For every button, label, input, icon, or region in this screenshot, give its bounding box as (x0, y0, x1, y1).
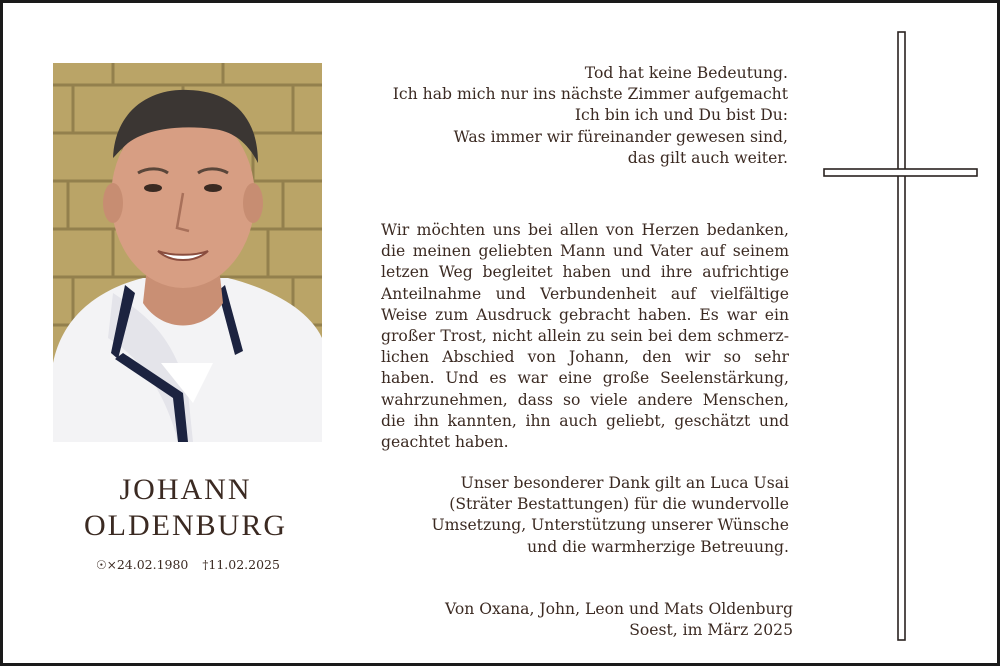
special-thanks-line: Unser besonderer Dank gilt an Luca Usai (460, 474, 789, 492)
cross-icon (818, 29, 983, 649)
life-dates (96, 557, 280, 572)
poem-line: Ich bin ich und Du bist Du: (574, 106, 788, 125)
thanks-line: Anteilnahme und Verbundenheit auf vielfältige (381, 284, 789, 303)
thanks-line: Weise zum Ausdruck gebracht haben. Es war ein (381, 305, 789, 324)
deceased-first-name: JOHANN (119, 473, 252, 506)
signature-line: Von Oxana, John, Leon und Mats Oldenburg (445, 600, 793, 618)
poem-line: Tod hat keine Bedeutung. (584, 64, 788, 82)
poem-line: das gilt auch weiter. (627, 148, 788, 167)
death-date: 11.02.2025 (208, 557, 280, 572)
signature (383, 599, 793, 641)
portrait-icon (53, 63, 322, 442)
special-thanks-line: (Sträter Bestattungen) für die wundervolle (449, 495, 789, 514)
thanks-line: die ihn kannten, ihn auch geliebt, geschätzt und (381, 411, 789, 430)
deceased-last-name: OLDENBURG (84, 509, 287, 542)
thanks-line: großer Trost, nicht allein zu sein bei dem schmerz- (381, 326, 789, 345)
birth-date: 24.02.1980 (116, 557, 189, 572)
thanks-line: geachtet haben. (381, 432, 509, 451)
poem-line: Ich hab mich nur ins nächste Zimmer aufgemacht (392, 85, 788, 104)
thanks-line: die meinen geliebten Mann und Vater auf seinem (381, 242, 789, 261)
portrait-photo (53, 63, 322, 442)
thanks-line: haben. Und es war eine große Seelenstärkung, (381, 369, 789, 388)
thanks-paragraph (381, 220, 789, 453)
special-thanks (383, 473, 789, 558)
thanks-line: wahrzunehmen, dass so viele andere Menschen, (381, 390, 789, 409)
thanks-line: letzen Weg begleitet haben und ihre aufrichtige (381, 263, 789, 282)
poem-line: Was immer wir füreinander gewesen sind, (453, 127, 788, 146)
special-thanks-line: und die warmherzige Betreuung. (527, 537, 789, 556)
signature-line: Soest, im März 2025 (629, 621, 793, 640)
birth-symbol-icon: ☉× (96, 558, 117, 572)
special-thanks-line: Umsetzung, Unterstützung unserer Wünsche (431, 516, 789, 535)
poem (383, 63, 788, 169)
death-cross-icon: † (202, 558, 209, 572)
thanks-line: lichen Abschied von Johann, den wir so sehr (381, 348, 789, 367)
thanks-line: Wir möchten uns bei allen von Herzen bedanken, (381, 221, 789, 239)
